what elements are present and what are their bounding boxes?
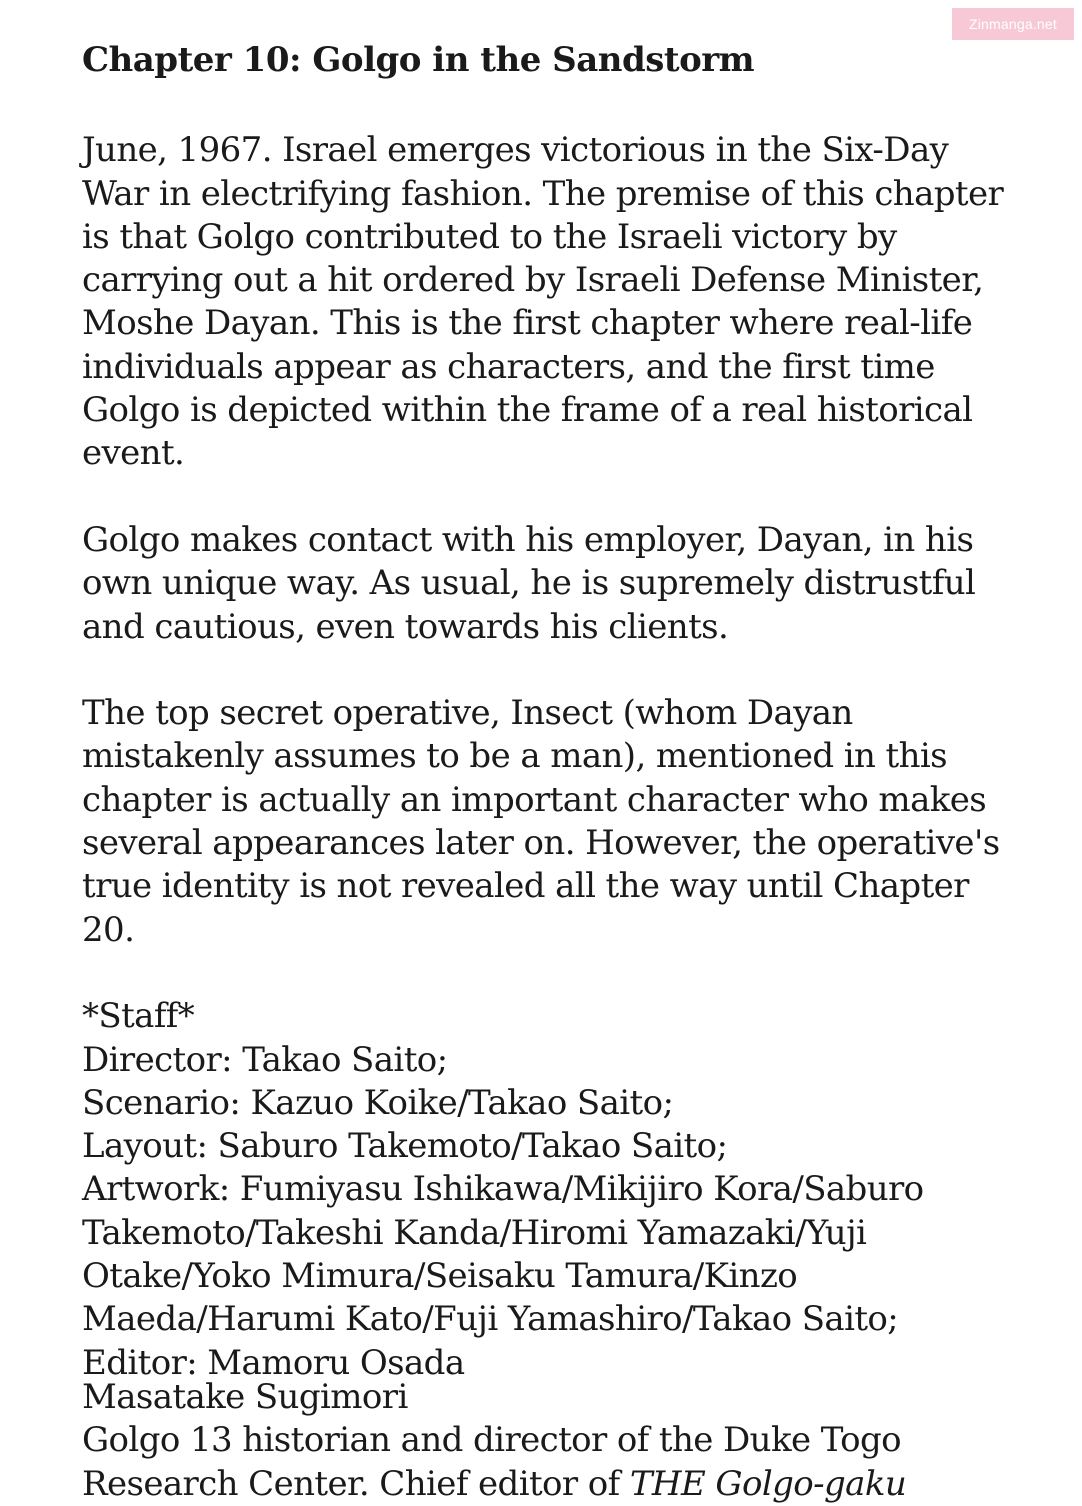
- paragraph-employer-contact: Golgo makes contact with his employer, Dayan, in his own unique way. As usual, he is supremely distrustful and cautious, even towards his clients.: [82, 519, 976, 647]
- author-name: Masatake Sugimori: [82, 1377, 408, 1417]
- watermark-text: Zinmanga.net: [968, 16, 1057, 32]
- author-bio: [82, 1419, 1022, 1506]
- spacer: [82, 86, 1022, 129]
- staff-layout: Layout: Saburo Takemoto/Takao Saito;: [82, 1126, 728, 1167]
- paragraph-insect-operative: The top secret operative, Insect (whom Dayan mistakenly assumes to be a man), mentioned in this chapter is actually an important character who makes several appearances later on. However, the operative's true identity is not revealed all the way until Chapter 20.: [82, 693, 1000, 950]
- commentary-page: [82, 34, 1022, 1385]
- author-bio-publication: THE Golgo-gaku: [629, 1463, 907, 1504]
- staff-scenario: Scenario: Kazuo Koike/Takao Saito;: [82, 1082, 674, 1123]
- spacer: [82, 952, 1022, 995]
- author-bio-text: Golgo 13 historian and director of the Duke Togo Research Center. Chief editor of: [82, 1420, 902, 1504]
- staff-section: [82, 995, 1022, 1385]
- staff-director: Director: Takao Saito;: [82, 1039, 448, 1080]
- paragraph-historical-context: June, 1967. Israel emerges victorious in the Six-Day War in electrifying fashion. The premise of this chapter is that Golgo contributed to the Israeli victory by carrying out a hit ordered by Israeli Defense Minister, Moshe Dayan. This is the first chapter where real-life individuals appear as characters, and the first time Golgo is depicted within the frame of a real historical event.: [82, 130, 1004, 474]
- spacer: [82, 476, 1022, 519]
- staff-artwork: Artwork: Fumiyasu Ishikawa/Mikijiro Kora/Saburo Takemoto/Takeshi Kanda/Hiromi Yamazaki/Yuji Otake/Yoko Mimura/Seisaku Tamura/Kinzo Maeda/Harumi Kato/Fuji Yamashiro/Takao Saito;: [82, 1169, 924, 1340]
- staff-heading: *Staff*: [82, 996, 195, 1037]
- chapter-title: Chapter 10: Golgo in the Sandstorm: [82, 40, 755, 80]
- spacer: [82, 649, 1022, 692]
- author-section: [82, 1376, 1022, 1506]
- staff-editor: Editor: Mamoru Osada: [82, 1342, 465, 1383]
